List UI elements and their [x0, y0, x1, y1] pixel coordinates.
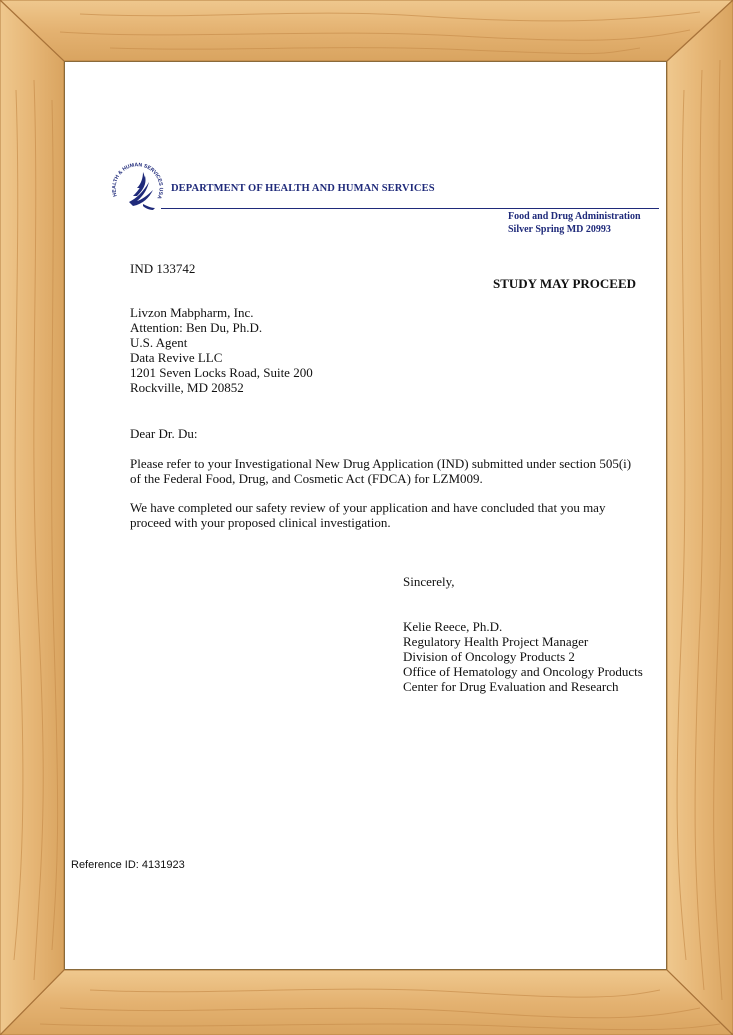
reference-id: Reference ID: 4131923	[71, 859, 185, 871]
address-line: U.S. Agent	[130, 335, 188, 350]
address-line: Data Revive LLC	[130, 350, 223, 365]
paragraph-line: of the Federal Food, Drug, and Cosmetic Act (FDCA) for LZM009.	[130, 471, 483, 486]
signature-block	[403, 619, 643, 694]
body-paragraph-2	[130, 500, 630, 530]
letterhead-rule	[161, 208, 659, 209]
hhs-eagle-logo-icon	[109, 158, 169, 218]
status-heading: STUDY MAY PROCEED	[493, 276, 637, 291]
body-paragraph-1	[130, 456, 630, 486]
signature-line: Center for Drug Evaluation and Research	[403, 679, 619, 694]
ind-number: IND 133742	[130, 261, 196, 276]
paragraph-line: proceed with your proposed clinical investigation.	[130, 515, 391, 530]
address-line: Livzon Mabpharm, Inc.	[130, 305, 254, 320]
paragraph-line: Please refer to your Investigational New Drug Application (IND) submitted under section 505(i)	[130, 456, 632, 471]
salutation: Dear Dr. Du:	[130, 426, 198, 441]
address-line: 1201 Seven Locks Road, Suite 200	[130, 365, 313, 380]
closing: Sincerely,	[403, 574, 455, 589]
seal-text: HEALTH & HUMAN SERVICES USA	[111, 162, 164, 200]
signature-line: Division of Oncology Products 2	[403, 649, 575, 664]
paragraph-line: We have completed our safety review of your application and have concluded that you may	[130, 500, 606, 515]
agency-name: Food and Drug Administration	[508, 211, 641, 222]
department-name: DEPARTMENT OF HEALTH AND HUMAN SERVICES	[171, 183, 435, 194]
agency-city: Silver Spring MD 20993	[508, 224, 611, 235]
signature-line: Regulatory Health Project Manager	[403, 634, 589, 649]
signature-line: Office of Hematology and Oncology Products	[403, 664, 643, 679]
signature-line: Kelie Reece, Ph.D.	[403, 619, 503, 634]
recipient-address	[130, 305, 313, 395]
address-line: Rockville, MD 20852	[130, 380, 244, 395]
address-line: Attention: Ben Du, Ph.D.	[130, 320, 263, 335]
agency-address	[508, 210, 641, 236]
